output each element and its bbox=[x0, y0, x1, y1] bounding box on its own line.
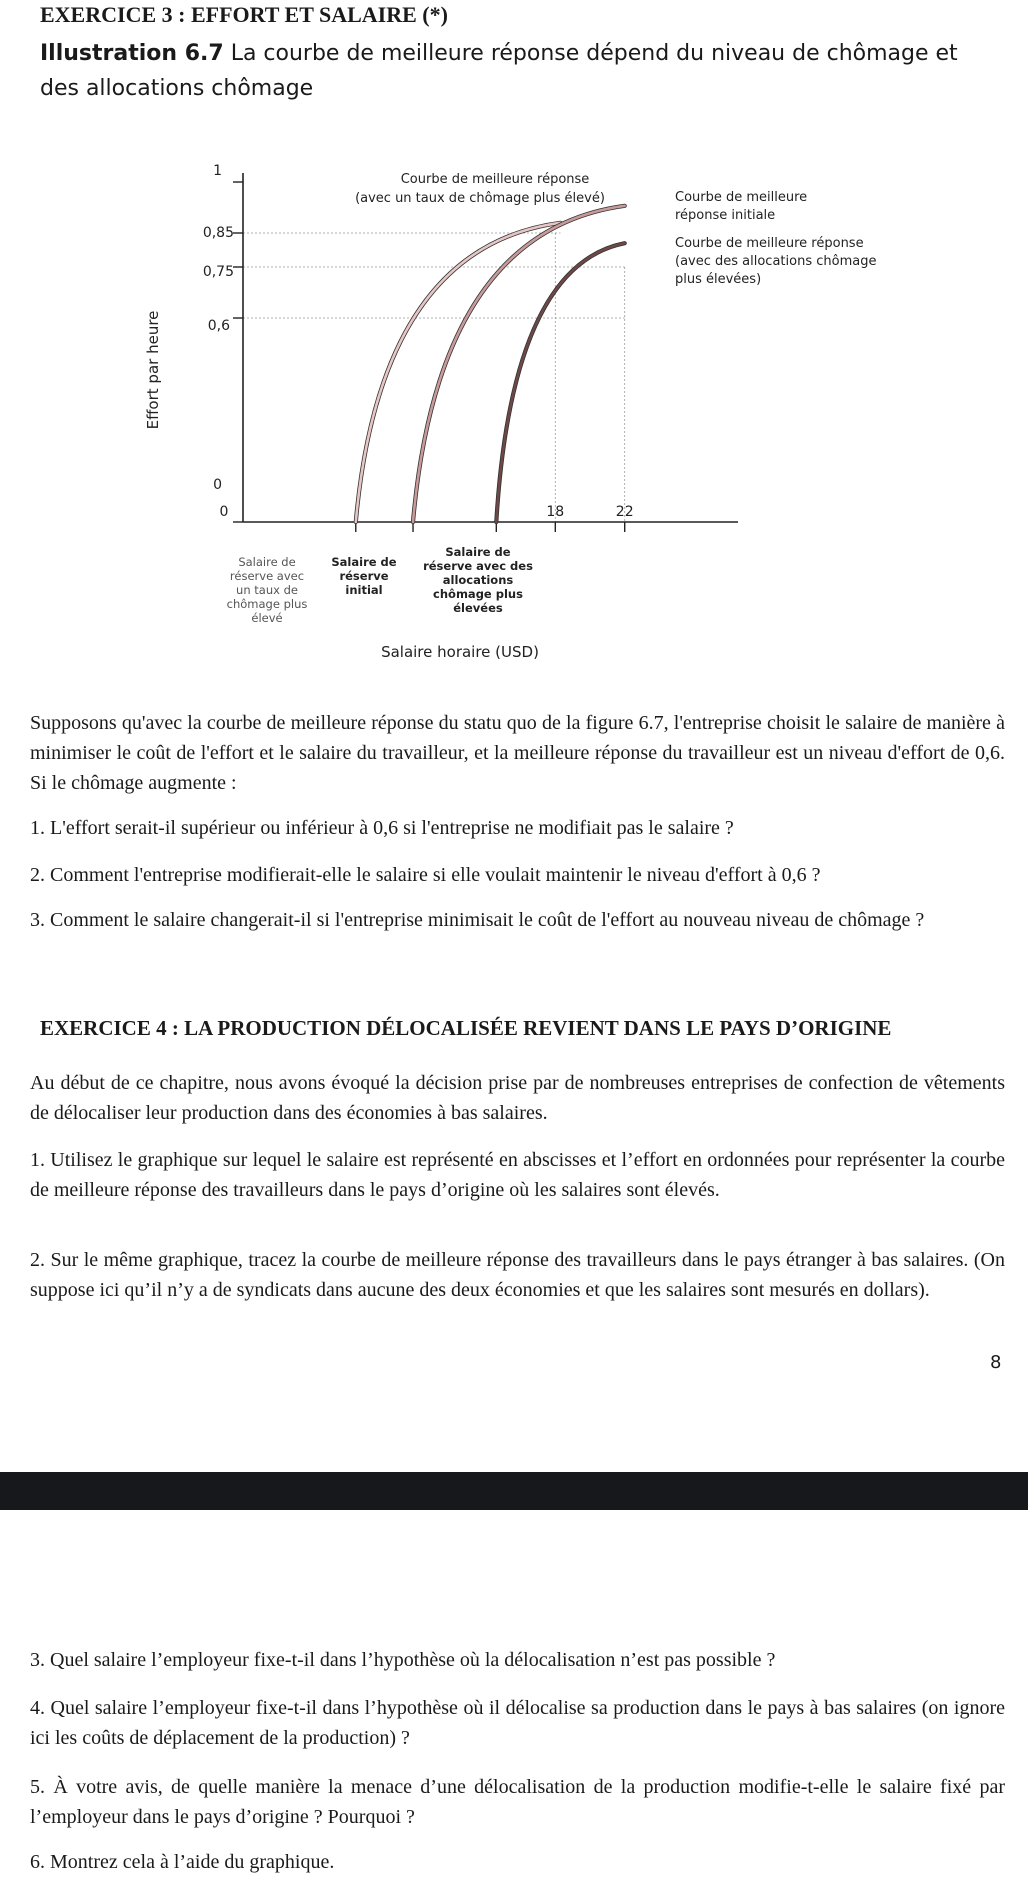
x-category-line: chômage plus bbox=[226, 597, 308, 611]
page-separator-bar bbox=[0, 1472, 1028, 1510]
legend-line: réponse initiale bbox=[675, 208, 776, 223]
y-tick-label: 0,85 bbox=[202, 225, 234, 241]
exercise-4-question: 4. Quel salaire l’employeur fixe-t-il dans l’hypothèse où il délocalise sa production dans le pays à bas salaires (on ignore ici les coûts de déplacement de la production) ? bbox=[30, 1697, 1005, 1749]
legend-line: (avec des allocations chômage bbox=[675, 254, 877, 269]
y-tick-label: 0,75 bbox=[202, 264, 234, 280]
legend-line: Courbe de meilleure réponse bbox=[675, 236, 864, 251]
exercise-4-question: 2. Sur le même graphique, tracez la courbe de meilleure réponse des travailleurs dans le pays étranger à bas salaires. (On suppose ici qu’il n’y a de syndicats dans aucune des deux économies et que les salaires sont mesurés en dollars). bbox=[30, 1249, 1005, 1301]
exercise-3-question: 1. L'effort serait-il supérieur ou inférieur à 0,6 si l'entreprise ne modifiait pas le salaire ? bbox=[30, 817, 734, 839]
illustration-text: La courbe de meilleure réponse dépend du niveau de chômage et des allocations chômage bbox=[40, 41, 958, 101]
x-axis-title: Salaire horaire (USD) bbox=[381, 643, 539, 661]
exercise-4-question: 3. Quel salaire l’employeur fixe-t-il dans l’hypothèse où la délocalisation n’est pas possible ? bbox=[30, 1649, 776, 1671]
y-tick-label: 1 bbox=[213, 163, 222, 179]
x-category-line: réserve avec des bbox=[423, 559, 533, 573]
x-category-line: Salaire de bbox=[238, 555, 296, 569]
curves bbox=[356, 206, 625, 522]
x-category-line: allocations bbox=[442, 573, 514, 587]
x-category-line: Salaire de bbox=[331, 555, 397, 569]
legend-line: (avec un taux de chômage plus élevé) bbox=[355, 191, 605, 206]
x-category-line: un taux de bbox=[236, 583, 298, 597]
legend-initial bbox=[675, 190, 807, 223]
x-tick-label: 22 bbox=[615, 504, 634, 520]
exercise-4-question: 6. Montrez cela à l’aide du graphique. bbox=[30, 1851, 335, 1873]
y-tick-label: 0,6 bbox=[207, 318, 230, 334]
exercise-3-question: 2. Comment l'entreprise modifierait-elle le salaire si elle voulait maintenir le niveau d'effort à 0,6 ? bbox=[30, 864, 821, 886]
x-origin-label: 0 bbox=[219, 504, 229, 520]
y-tick-label: 0 bbox=[213, 477, 222, 493]
x-category-label-high-unemployment bbox=[227, 555, 308, 625]
x-category-label-initial bbox=[331, 555, 396, 597]
axis-ticks bbox=[233, 182, 625, 532]
exercise-4-question: 1. Utilisez le graphique sur lequel le salaire est représenté en abscisses et l’effort en ordonnées pour représenter la courbe de meilleure réponse des travailleurs dans le pays d’origine où les salaires sont élevés. bbox=[30, 1149, 1005, 1201]
x-category-line: initial bbox=[345, 583, 383, 597]
x-category-line: réserve bbox=[339, 569, 389, 583]
exercise-4-intro: Au début de ce chapitre, nous avons évoqué la décision prise par de nombreuses entreprises de confection de vêtements de délocaliser leur production dans des économies à bas salaires. bbox=[30, 1072, 1005, 1124]
exercise-3-intro: Supposons qu'avec la courbe de meilleure réponse du statu quo de la figure 6.7, l'entreprise choisit le salaire de manière à minimiser le coût de l'effort et le salaire du travailleur, et la meilleure réponse du travailleur est un niveau d'effort de 0,6. Si le chômage augmente : bbox=[30, 712, 1005, 794]
best-response-curve-1 bbox=[356, 223, 561, 522]
x-category-line: chômage plus bbox=[433, 587, 523, 601]
x-category-line: Salaire de bbox=[445, 545, 511, 559]
legend-line: plus élevées) bbox=[675, 272, 762, 287]
legend-line: Courbe de meilleure bbox=[675, 190, 808, 205]
exercise-3-question: 3. Comment le salaire changerait-il si l'entreprise minimisait le coût de l'effort au nouveau niveau de chômage ? bbox=[30, 909, 925, 931]
illustration-label: Illustration 6.7 bbox=[40, 41, 224, 66]
legend-higher-benefits bbox=[675, 236, 876, 287]
page-number: 8 bbox=[990, 1352, 1002, 1373]
best-response-curve-3 bbox=[496, 243, 624, 522]
exercise-4-question: 5. À votre avis, de quelle manière la menace d’une délocalisation de la production modifie-t-elle le salaire fixé par l’employeur dans le pays d’origine ? Pourquoi ? bbox=[30, 1776, 1005, 1828]
x-tick-label: 18 bbox=[546, 504, 565, 520]
legend-line: Courbe de meilleure réponse bbox=[400, 172, 590, 187]
x-category-line: élevé bbox=[251, 611, 283, 625]
x-category-label-higher-benefits bbox=[423, 545, 533, 615]
illustration-caption bbox=[40, 36, 1000, 106]
legend-high-unemployment bbox=[355, 172, 605, 206]
x-category-line: élevées bbox=[453, 601, 503, 615]
y-axis-title: Effort par heure bbox=[144, 310, 162, 430]
x-category-line: réserve avec bbox=[229, 569, 305, 583]
exercise-3-title: EXERCICE 3 : EFFORT ET SALAIRE (*) bbox=[40, 2, 448, 27]
best-response-chart bbox=[120, 160, 900, 680]
exercise-4-title: EXERCICE 4 : LA PRODUCTION DÉLOCALISÉE REVIENT DANS LE PAYS D’ORIGINE bbox=[40, 1016, 892, 1040]
